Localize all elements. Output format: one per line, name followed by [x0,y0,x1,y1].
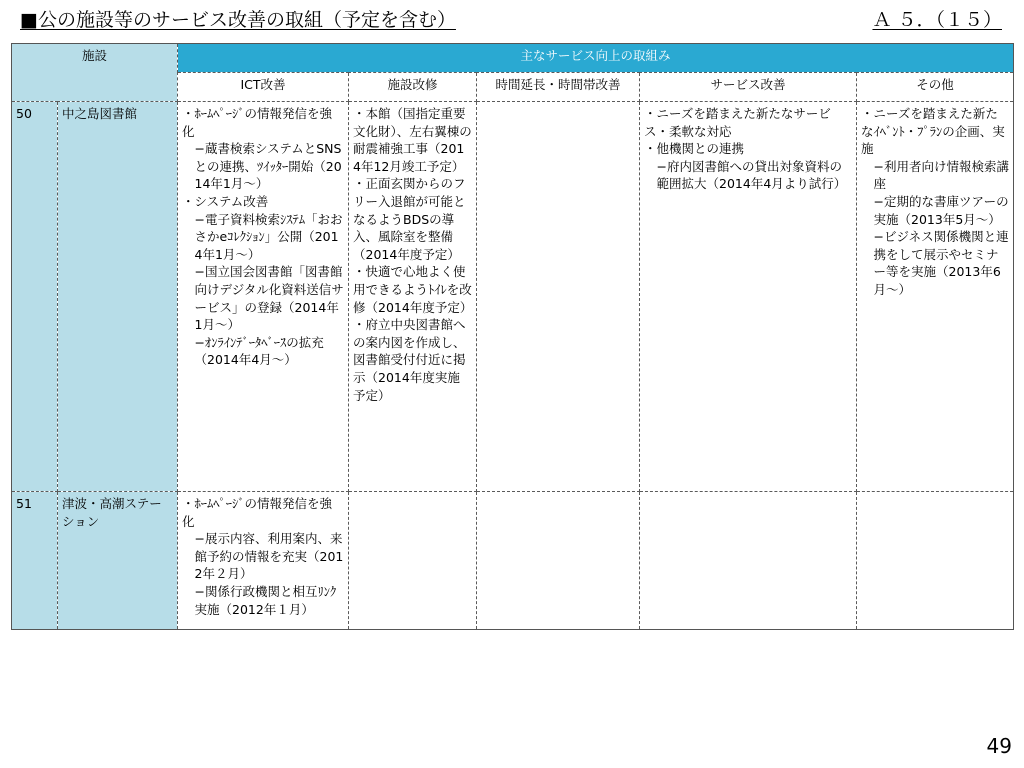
column-header-other: その他 [857,73,1014,102]
cell-text-line: −府内図書館への貸出対象資料の範囲拡大（2014年4月より試行） [656,158,847,192]
cell-text-line: ・システム改善 [182,193,269,209]
column-header-service: サービス改善 [640,73,857,102]
cell-text-line: ・ﾎｰﾑﾍﾟｰｼﾞの情報発信を強化 [182,496,333,529]
page-number: 49 [986,734,1012,758]
cell-text-line: −国立国会図書館「図書館向けデジタル化資料送信サービス」の登録（2014年1月～） [194,264,344,333]
cell-text-line: ・府立中央図書館への案内図を作成し、図書館受付付近に掲示（2014年度実施予定） [353,317,466,403]
cell-text-line: ・ニーズを踏まえた新たなサービス・柔軟な対応 [644,106,831,139]
column-header-hours: 時間延長・時間帯改善 [477,73,640,102]
cell-text-line: ・正面玄関からのフリー入退館が可能となるようBDSの導入、風除室を整備（2014年度予定） [353,176,466,262]
service-improvement-table [11,43,1014,630]
facility-name: 津波・高潮ステーション [58,492,178,630]
cell-text-line: ・本館（国指定重要文化財）、左右翼棟の耐震補強工事（2014年12月竣工予定） [353,106,472,174]
cell-text-line: −蔵書検索システムとSNSとの連携、ﾂｲｯﾀｰ開始（2014年1月～） [194,141,342,192]
group-header: 主なサービス向上の取組み [178,44,1014,73]
column-header-ict: ICT改善 [178,73,349,102]
cell-text-line: ・ﾎｰﾑﾍﾟｰｼﾞの情報発信を強化 [182,106,333,139]
cell-other [857,492,1014,630]
column-header-facility-renovation: 施設改修 [349,73,477,102]
cell-ict [178,492,349,630]
facility-header: 施設 [12,44,178,102]
cell-hours [477,492,640,630]
cell-text-line: −展示内容、利用案内、来館予約の情報を充実（2012年２月） [194,531,344,582]
facility-number: 50 [12,102,58,492]
cell-text-line: ・他機関との連携 [644,141,745,157]
cell-service [640,102,857,492]
cell-text-line: −関係行政機関と相互ﾘﾝｸ実施（2012年１月） [194,583,337,617]
document-code: Ａ ５．（１５） [872,9,1002,31]
facility-number: 51 [12,492,58,630]
cell-text-line: −利用者向け情報検索講座 [873,158,1009,192]
cell-text-line: −ビジネス関係機関と連携をして展示やセミナー等を実施（2013年6月～） [873,229,1009,297]
cell-ict [178,102,349,492]
cell-text-line: −定期的な書庫ツアーの実施（2013年5月～） [873,193,1009,227]
cell-text-line: ・ニーズを踏まえた新たなｲﾍﾞﾝﾄ・ﾌﾟﾗﾝの企画、実施 [861,106,1005,157]
table-row [12,102,1014,492]
facility-name: 中之島図書館 [58,102,178,492]
table-row [12,492,1014,630]
page-title: ■公の施設等のサービス改善の取組（予定を含む） [20,9,456,31]
cell-facility-renovation [349,492,477,630]
cell-service [640,492,857,630]
cell-text-line: −ｵﾝﾗｲﾝﾃﾞｰﾀﾍﾞｰｽの拡充（2014年4月～） [194,334,324,368]
cell-other [857,102,1014,492]
cell-text-line: ・快適で心地よく使用できるようﾄｲﾚを改修（2014年度予定） [353,264,473,315]
cell-hours [477,102,640,492]
cell-facility-renovation [349,102,477,492]
cell-text-line: −電子資料検索ｼｽﾃﾑ「おおさかeｺﾚｸｼｮﾝ」公開（2014年1月～） [194,211,343,262]
